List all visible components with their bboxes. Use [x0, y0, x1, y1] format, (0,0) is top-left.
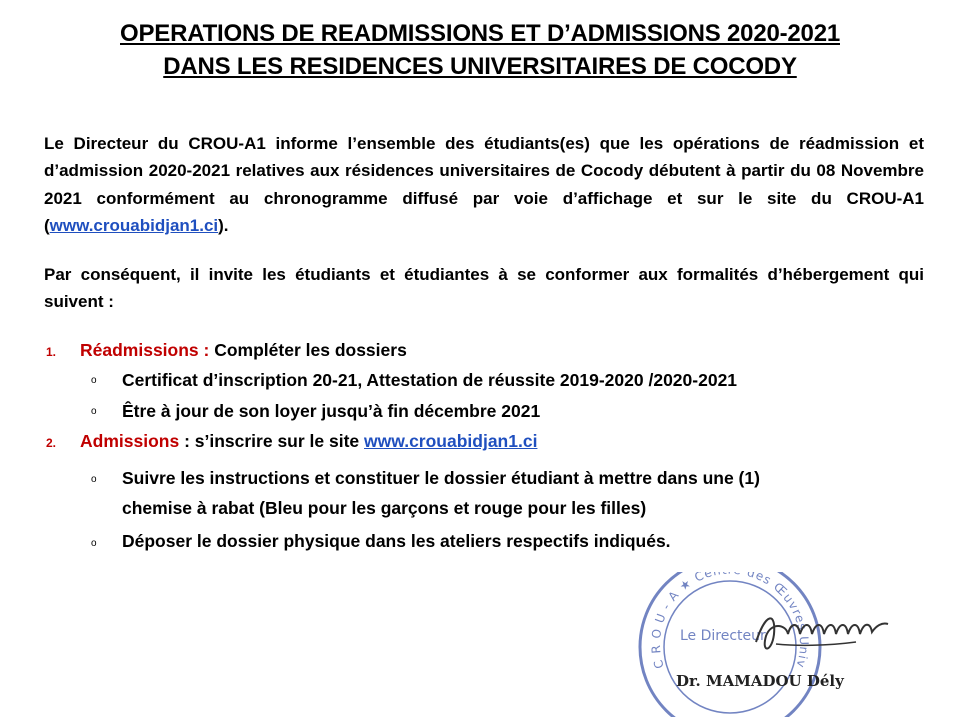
- signatory-name: Dr. MAMADOU Dély: [676, 672, 844, 690]
- invitation-paragraph: Par conséquent, il invite les étudiants et étudiantes à se conformer aux formalités d’hébergement qui suivent :: [44, 265, 924, 312]
- list-item-continuation: chemise à rabat (Bleu pour les garçons et rouge pour les filles): [122, 498, 647, 518]
- section-heading: Admissions: [80, 431, 180, 451]
- bullet-icon: o: [91, 375, 97, 386]
- bullet-icon: o: [91, 538, 97, 549]
- title-line-2: DANS LES RESIDENCES UNIVERSITAIRES DE COCODY: [163, 53, 797, 80]
- stamp-center-text: Le Directeur: [680, 628, 766, 644]
- list-item: Certificat d’inscription 20-21, Attestation de réussite 2019-2020 /2020-2021: [122, 370, 738, 390]
- intro-text-end: ).: [218, 215, 229, 235]
- section-text: Compléter les dossiers: [209, 340, 407, 360]
- handwritten-signature: [756, 618, 888, 648]
- website-link[interactable]: www.crouabidjan1.ci: [364, 431, 538, 451]
- list-item: Déposer le dossier physique dans les ateliers respectifs indiqués.: [122, 531, 671, 551]
- section-readmissions: [80, 338, 407, 362]
- bullet-icon: o: [91, 406, 97, 417]
- official-stamp-icon: [626, 572, 916, 717]
- section-text: : s’inscrire sur le site: [179, 431, 365, 451]
- section-heading: Réadmissions :: [80, 340, 210, 360]
- list-item: Suivre les instructions et constituer le dossier étudiant à mettre dans une (1): [122, 468, 760, 488]
- title-line-1: OPERATIONS DE READMISSIONS ET D’ADMISSIONS 2020-2021: [120, 20, 840, 47]
- list-item: Être à jour de son loyer jusqu’à fin décembre 2021: [122, 401, 541, 421]
- website-link[interactable]: www.crouabidjan1.ci: [49, 215, 219, 235]
- section-admissions: [80, 429, 537, 453]
- stamp-ring-text: C R O U - A ★ Ce des Œuvres Univ: [648, 572, 812, 671]
- intro-paragraph: [44, 130, 924, 239]
- section-number: 2.: [46, 436, 57, 450]
- bullet-icon: o: [91, 474, 97, 485]
- signature-block: [626, 572, 916, 717]
- section-number: 1.: [46, 345, 57, 359]
- intro-text: Le Directeur du CROU-A1 informe l’ensemble des étudiants(es) que les opérations de réadmission et d’admission 2020-2021 relatives aux résidences universitaires de Cocody débutent à partir du 08 Novembre 2021 conformément au chronogramme diffusé par voie d’affichage et sur le site du CROU-A1 (: [44, 134, 924, 235]
